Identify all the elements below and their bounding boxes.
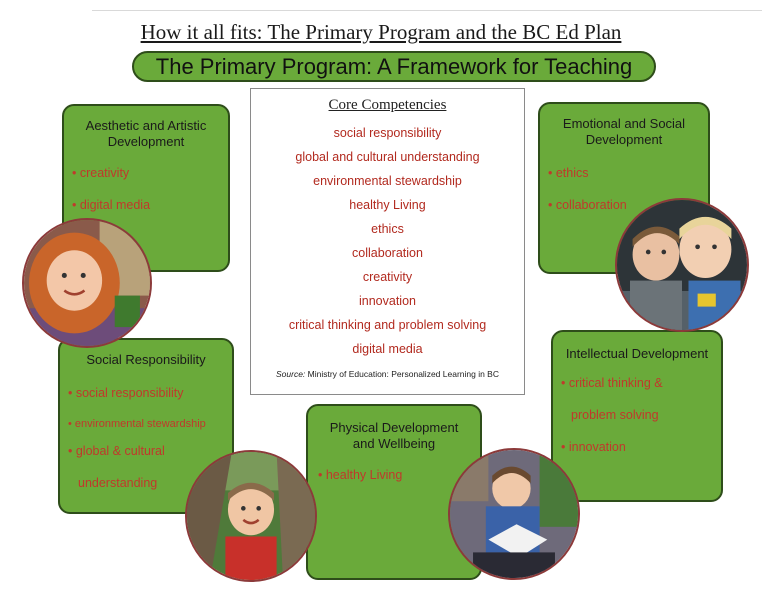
social-item: understanding	[78, 476, 158, 490]
competency-item: global and cultural understanding	[295, 150, 480, 164]
competency-item: environmental stewardship	[313, 174, 462, 188]
social-item: • environmental stewardship	[68, 418, 206, 430]
competency-item: critical thinking and problem solving	[288, 318, 487, 332]
source-note	[251, 369, 524, 379]
framework-banner: The Primary Program: A Framework for Teaching	[132, 51, 656, 82]
social-item: • social responsibility	[68, 386, 184, 400]
social-title: Social Responsibility	[86, 352, 206, 367]
physical-item: • healthy Living	[318, 468, 403, 482]
core-competencies-panel	[250, 88, 525, 395]
emotional-title: Emotional and Social Development	[562, 116, 686, 147]
source-label: Source:	[275, 369, 306, 379]
competency-item: digital media	[352, 342, 423, 356]
top-divider	[92, 10, 762, 11]
emotional-item: • collaboration	[548, 198, 627, 212]
competency-item: healthy Living	[349, 198, 426, 212]
competency-item: collaboration	[352, 246, 423, 260]
intellectual-title: Intellectual Development	[565, 346, 709, 361]
competency-item: ethics	[371, 222, 404, 236]
boy-tree-photo	[185, 450, 317, 582]
aesthetic-title: Aesthetic and Artistic Development	[85, 118, 207, 149]
boy-reading-photo	[448, 448, 580, 580]
aesthetic-item: • digital media	[72, 198, 151, 212]
physical-title: Physical Development and Wellbeing	[329, 420, 459, 451]
intellectual-item: • critical thinking &	[561, 376, 663, 390]
emotional-item: • ethics	[548, 166, 589, 180]
intellectual-item: • innovation	[561, 440, 626, 454]
aesthetic-item: • creativity	[72, 166, 130, 180]
competency-item: innovation	[359, 294, 416, 308]
page-title: How it all fits: The Primary Program and the BC Ed Plan	[140, 20, 622, 44]
source-text: Ministry of Education: Personalized Learning in BC	[305, 369, 499, 379]
core-competencies-title: Core Competencies	[328, 97, 447, 113]
social-item: • global & cultural	[68, 444, 165, 458]
girl-photo	[22, 218, 152, 348]
competency-item: creativity	[362, 270, 413, 284]
intellectual-box	[551, 330, 723, 502]
competency-item: social responsibility	[333, 126, 442, 140]
core-competencies-list	[251, 121, 524, 361]
intellectual-item: problem solving	[571, 408, 659, 422]
boys-photo	[615, 198, 749, 332]
